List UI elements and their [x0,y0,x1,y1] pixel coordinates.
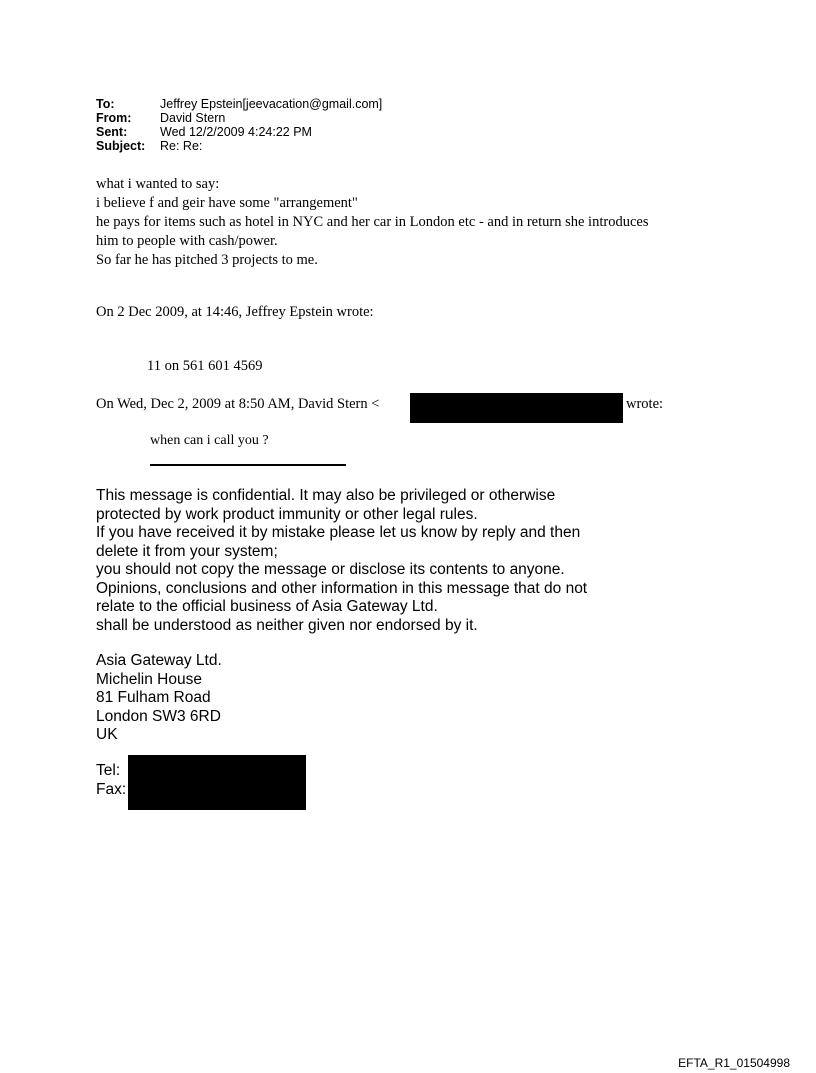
subject-value: Re: Re: [160,139,203,153]
address-line: Asia Gateway Ltd. [96,652,222,669]
to-label: To: [96,97,115,111]
subject-row [96,139,382,153]
quote2-intro-prefix: On Wed, Dec 2, 2009 at 8:50 AM, David Stern < [96,396,380,412]
from-row [96,111,382,125]
disclaimer-line: This message is confidential. It may also be privileged or otherwise [96,487,556,504]
to-row [96,97,382,111]
quote2-intro-suffix: wrote: [626,396,664,412]
fax-label: Fax: [96,781,127,798]
tel-label: Tel: [96,762,121,779]
redaction-box-email [410,393,623,423]
body-line: he pays for items such as hotel in NYC and her car in London etc - and in return she introduces [96,214,649,230]
disclaimer-line: relate to the official business of Asia Gateway Ltd. [96,598,438,615]
confidentiality-disclaimer [96,487,587,635]
body-line: what i wanted to say: [96,176,220,192]
disclaimer-line: delete it from your system; [96,542,278,560]
body-line: i believe f and geir have some "arrangement" [96,195,358,211]
disclaimer-line: Opinions, conclusions and other information in this message that do not [96,579,588,597]
address-line: London SW3 6RD [96,707,221,725]
disclaimer-line: protected by work product immunity or other legal rules. [96,505,478,523]
to-value: Jeffrey Epstein[jeevacation@gmail.com] [160,97,383,111]
body-line: him to people with cash/power. [96,233,278,249]
address-line: Michelin House [96,670,202,688]
email-body [96,175,776,270]
disclaimer-line: If you have received it by mistake please let us know by reply and then [96,524,581,541]
company-address [96,652,222,745]
sent-label: Sent: [96,125,128,139]
address-line: UK [96,726,118,743]
disclaimer-line: you should not copy the message or disclose its contents to anyone. [96,561,565,578]
body-line: So far he has pitched 3 projects to me. [96,252,318,268]
disclaimer-line: shall be understood as neither given nor endorsed by it. [96,616,478,634]
from-value: David Stern [160,111,226,125]
quote1-message: 11 on 561 601 4569 [147,358,263,374]
redaction-box-contact [128,755,306,810]
address-line: 81 Fulham Road [96,689,211,706]
email-header [96,97,382,153]
document-id: EFTA_R1_01504998 [678,1056,790,1070]
quote1-intro: On 2 Dec 2009, at 14:46, Jeffrey Epstein wrote: [96,304,374,320]
from-label: From: [96,111,132,125]
subject-label: Subject: [96,139,146,153]
quote2-message: when can i call you ? [150,433,269,448]
sent-row [96,125,382,139]
signature-divider [150,464,346,466]
sent-value: Wed 12/2/2009 4:24:22 PM [160,125,312,139]
